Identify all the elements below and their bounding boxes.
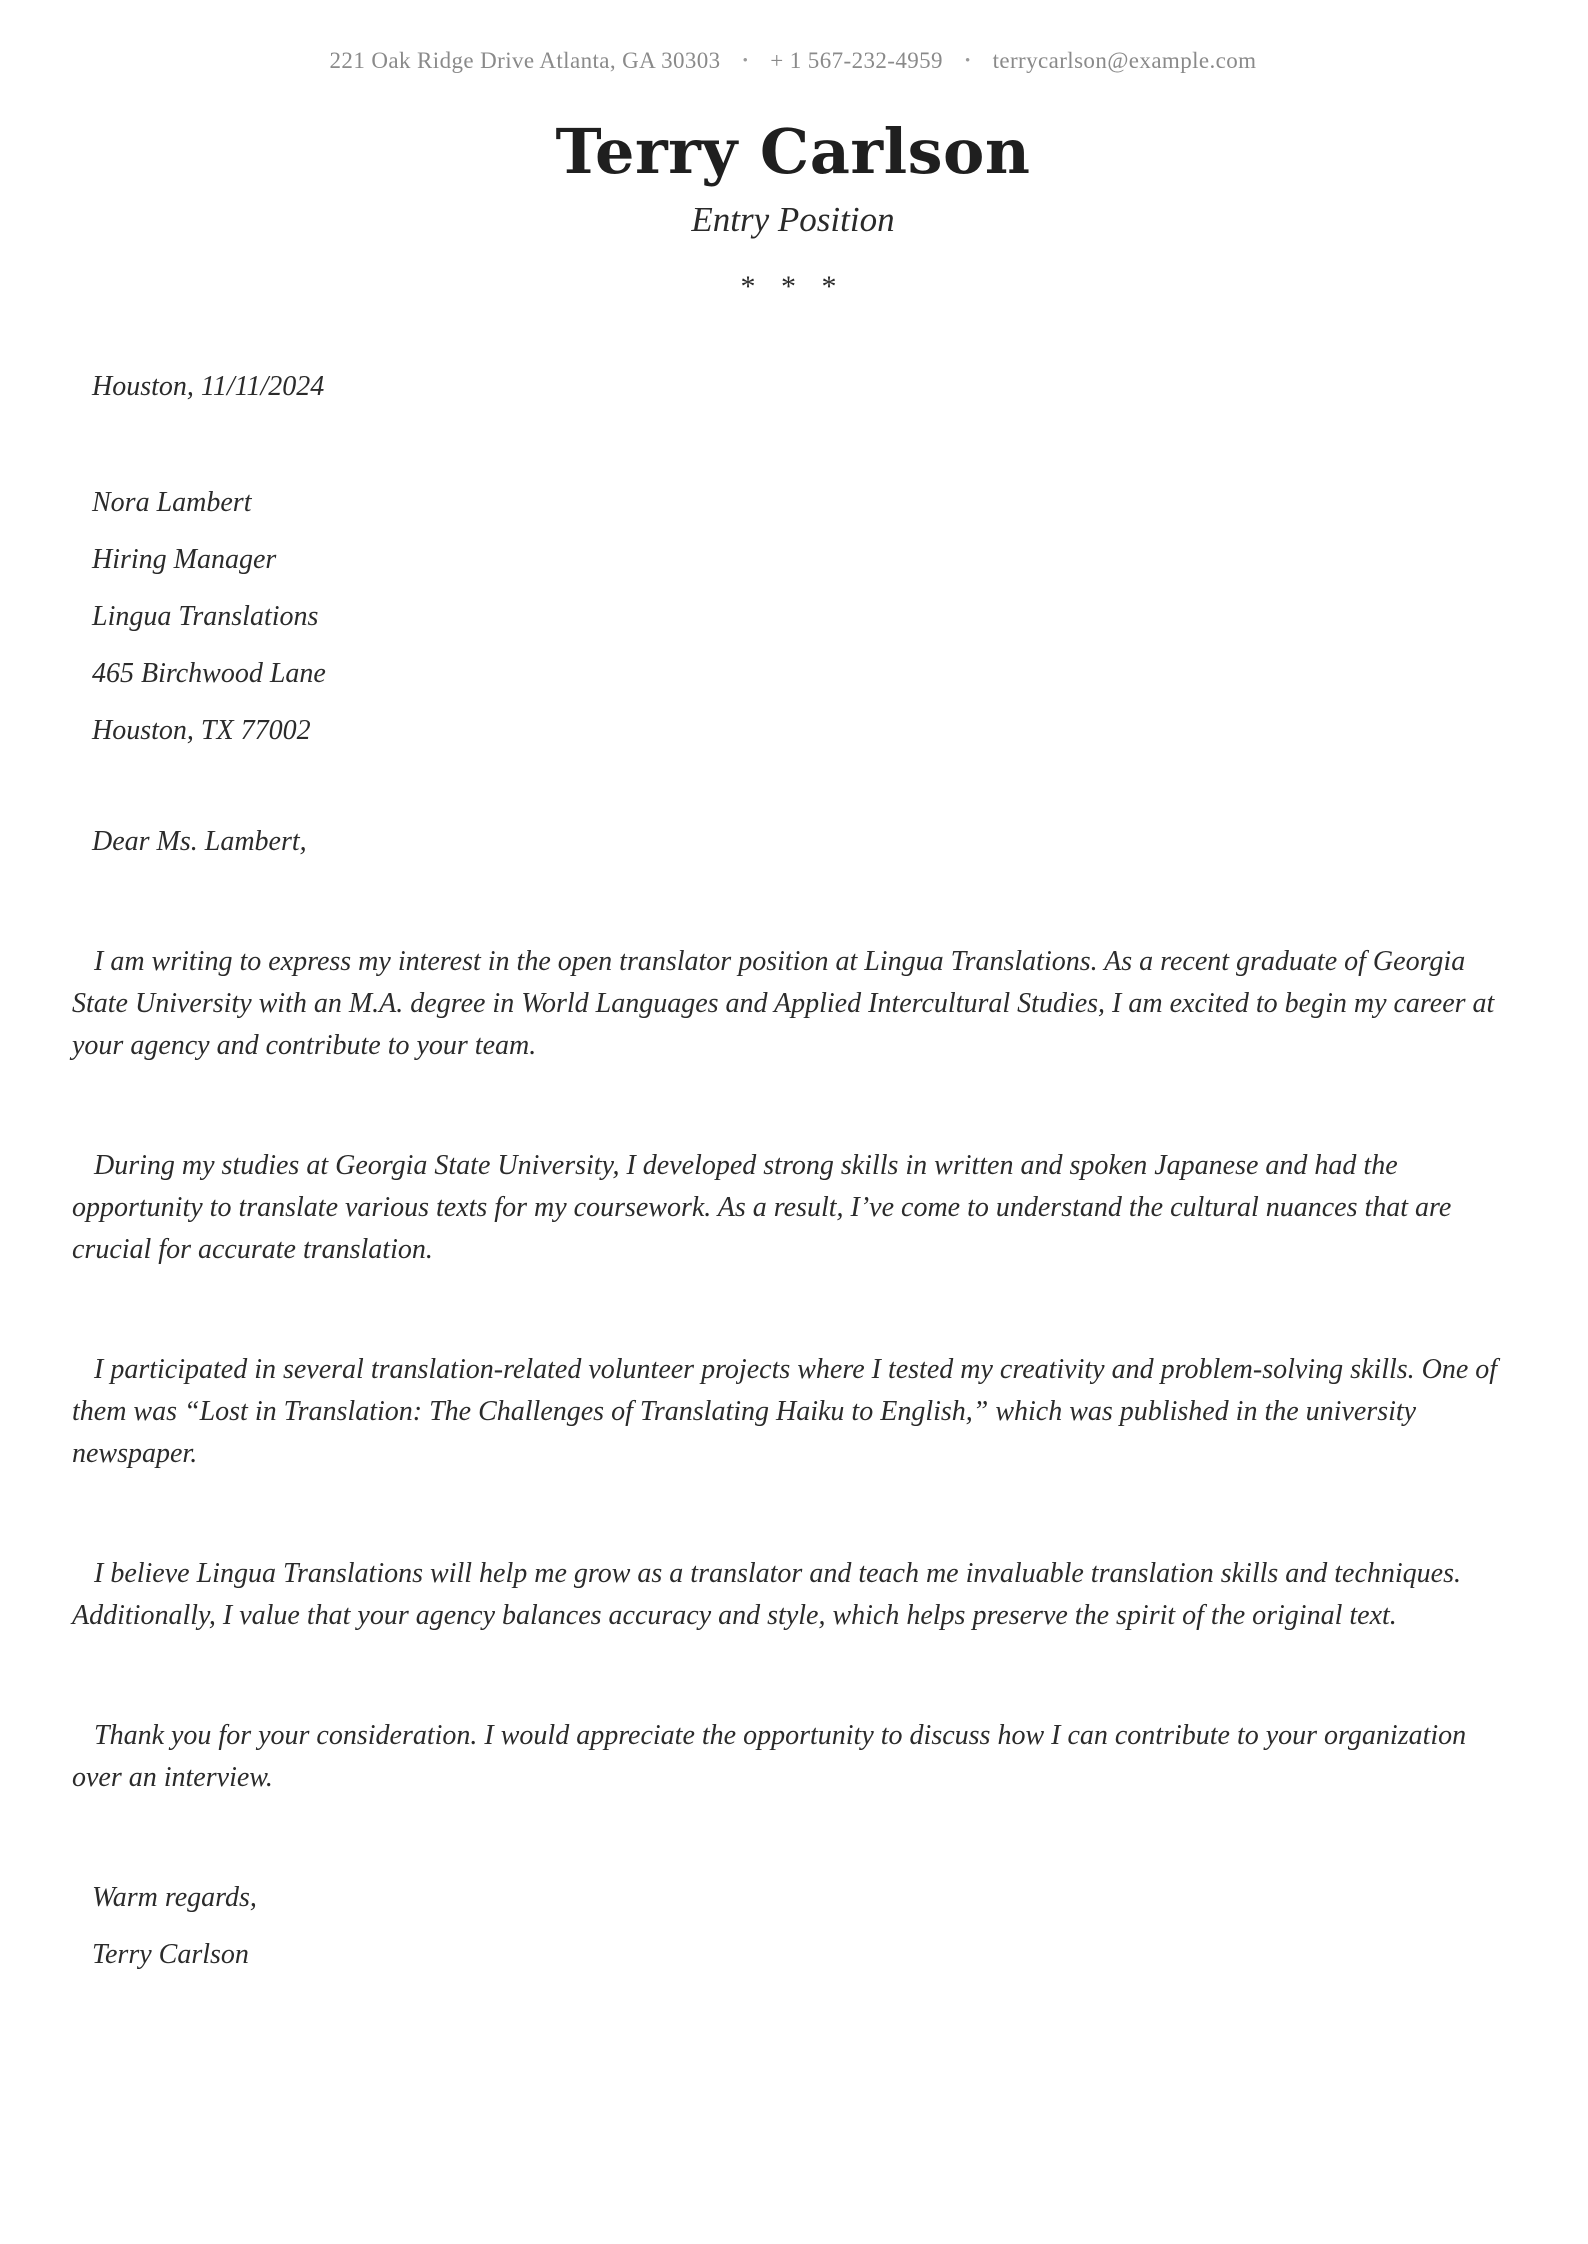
recipient-name: Nora Lambert: [92, 487, 252, 519]
body-paragraph-1: I am writing to express my interest in the open translator position at Lingua Translations. As a recent graduate of Georgia State University with an M.A. degree in World Languages and Applied Intercultural Studies, I am excited to begin my career at your agency and contribute to your team.: [72, 946, 1495, 1062]
body-paragraph-4: I believe Lingua Translations will help me grow as a translator and teach me invaluable translation skills and techniques. Additionally, I value that your agency balances accuracy and style, which helps preserve the spirit of the original text.: [72, 1558, 1462, 1632]
signature-name: Terry Carlson: [92, 1939, 249, 1971]
recipient-city: Houston, TX 77002: [92, 715, 311, 747]
recipient-title: Hiring Manager: [92, 544, 277, 576]
body-paragraph-3: I participated in several translation-related volunteer projects where I tested my creativity and problem-solving skills. One of them was “Lost in Translation: The Challenges of Translating Haiku to English,” which was published in the university newspaper.: [72, 1354, 1498, 1470]
separator-dot: •: [964, 53, 971, 69]
separator-dot: •: [742, 53, 749, 69]
position-subtitle: Entry Position: [691, 200, 895, 240]
recipient-street: 465 Birchwood Lane: [92, 658, 326, 690]
closing: Warm regards,: [92, 1882, 257, 1914]
date-line: Houston, 11/11/2024: [92, 371, 325, 403]
contact-email: terrycarlson@example.com: [992, 48, 1257, 73]
recipient-company: Lingua Translations: [92, 601, 319, 633]
page-title: Terry Carlson: [555, 115, 1031, 188]
letter-body: [72, 366, 1514, 1976]
body-paragraph-5: Thank you for your consideration. I would appreciate the opportunity to discuss how I can contribute to your organization over an interview.: [72, 1720, 1467, 1794]
stars-divider: * * *: [740, 270, 846, 304]
contact-address: 221 Oak Ridge Drive Atlanta, GA 30303: [329, 48, 721, 73]
contact-phone: + 1 567-232-4959: [770, 48, 943, 73]
body-paragraph-2: During my studies at Georgia State University, I developed strong skills in written and spoken Japanese and had the opportunity to translate various texts for my coursework. As a result, I’ve come to understand the cultural nuances that are crucial for accurate translation.: [72, 1150, 1452, 1266]
salutation: Dear Ms. Lambert,: [92, 826, 307, 858]
recipient-block: [72, 474, 1514, 759]
contact-header: [72, 48, 1514, 74]
